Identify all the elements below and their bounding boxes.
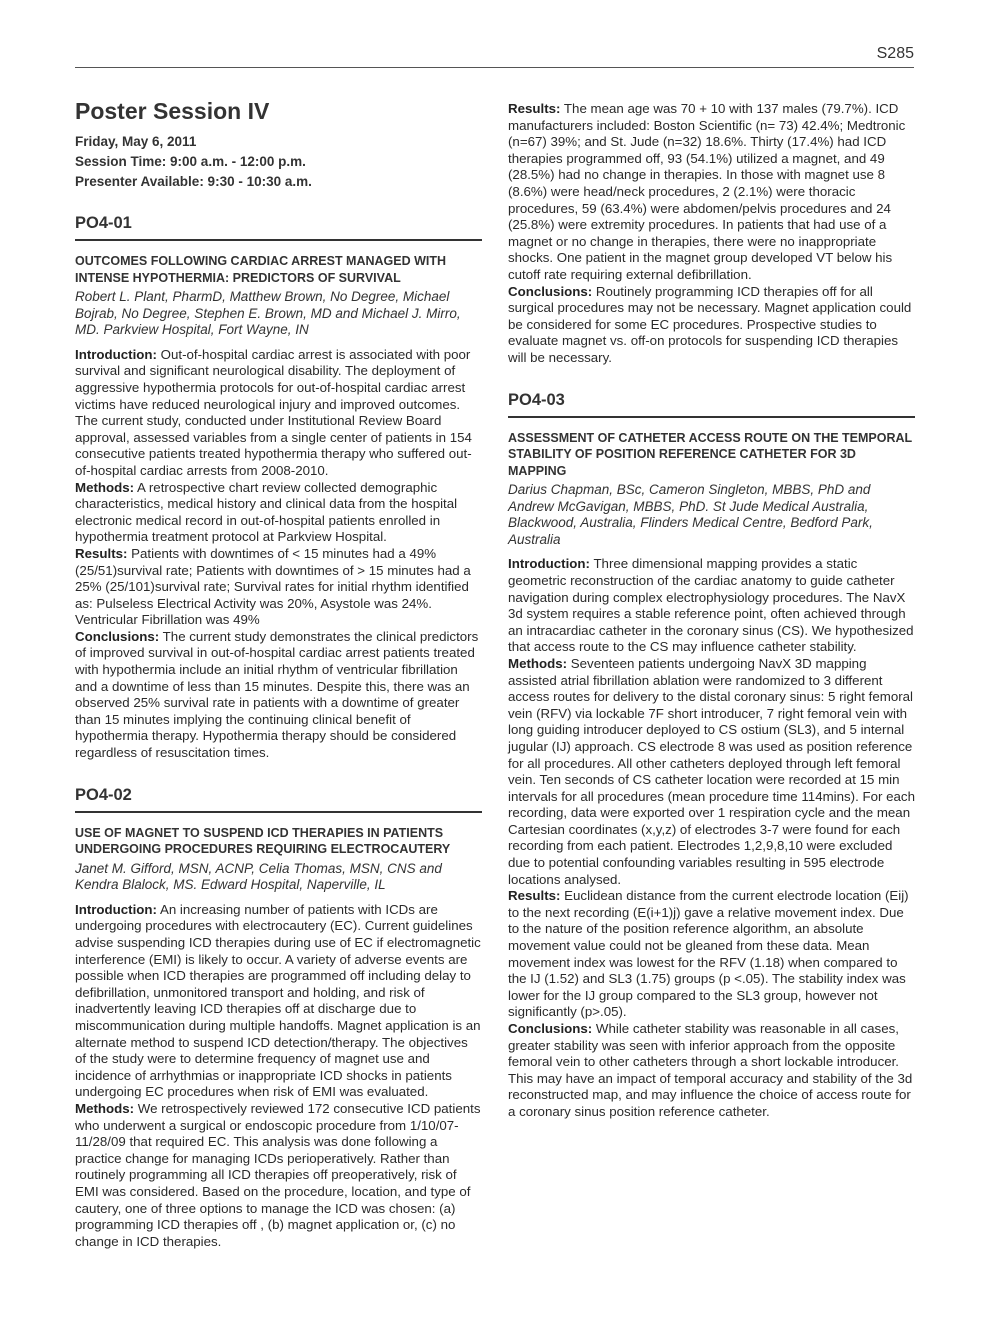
- session-date: Friday, May 6, 2011: [75, 134, 197, 149]
- abstract-po4-03: [508, 391, 915, 1121]
- section-text: Patients with downtimes of < 15 minutes had a 49% (25/51)survival rate; Patients with downtimes of > 15 minutes had a 25% (25/101)survival rate; Survival rates for initial rhythm identified as: Pulseless Electrical Activity was 20%, Asystole was 24%. Ventricular Fibrillation was 49%: [75, 545, 471, 628]
- abstract-methods: [75, 480, 482, 546]
- session-time: Session Time: 9:00 a.m. - 12:00 p.m.: [75, 154, 306, 169]
- abstract-authors: Darius Chapman, BSc, Cameron Singleton, MBBS, PhD and Andrew McGavigan, MBBS, PhD. St Jude Medical Australia, Blackwood, Australia, Flinders Medical Centre, Bedford Park, Australia: [508, 482, 873, 547]
- abstract-conclusions: [75, 629, 482, 762]
- section-label: Introduction:: [75, 346, 157, 362]
- section-text: An increasing number of patients with ICDs are undergoing procedures with electrocautery (EC). Current guidelines advise suspending ICD therapies during use of EC if electromagnetic interference (EMI) is likely to occur. A variety of adverse events are possible when ICD therapies are programmed off including delay to defibrillation, unmonitored transport and holding, and risk of inadvertently leaving ICD therapies off at discharge due to miscommunication during multiple handoffs. Magnet application is an alternate method to suspend ICD detection/therapy. The objectives of the study were to determine frequency of magnet use and incidence of arrhythmias or inappropriate ICD shocks in patients undergoing EC procedures when risk of EMI was evaluated.: [75, 901, 481, 1100]
- section-label: Results:: [508, 101, 561, 116]
- abstract-results: [508, 888, 915, 1021]
- section-text: The current study demonstrates the clinical predictors of improved survival in out-of-hospital cardiac arrest patients treated with hypothermia include an initial rhythm of ventricular fibrillation and a downtime of less than 15 minutes. Despite this, there was an observed 25% survival rate in patients with a downtime of greater than 15 minutes implying the continuing clinical benefit of hypothermia therapy. Hypothermia therapy should be considered regardless of resuscitation times.: [75, 628, 479, 761]
- abstract-title: ASSESSMENT OF CATHETER ACCESS ROUTE ON THE TEMPORAL STABILITY OF POSITION REFERENCE CATHETER FOR 3D MAPPING: [508, 430, 912, 478]
- section-text: The mean age was 70 + 10 with 137 males (79.7%). ICD manufacturers included: Boston Scientific (n= 73) 42.4%; Medtronic (n=67) 39%; and St. Jude (n=32) 18.6%. Thirty (17.4%) had ICD therapies programmed off, 93 (54.1%) utilized a magnet, and 49 (28.5%) had no change in therapies. In those with magnet use 8 (8.6%) were head/neck procedures, 2 (2.1%) were thoracic procedures, 59 (63.4%) were abdomen/pelvis procedures and 24 (25.8%) were extremity procedures. In patients that had use of a magnet or no change in therapies, there were no inappropriate shocks. One patient in the magnet group developed VT below his cutoff rate requiring external defibrillation.: [508, 101, 906, 282]
- abstract-authors: Robert L. Plant, PharmD, Matthew Brown, No Degree, Michael Bojrab, No Degree, Stephen E. Brown, MD and Michael J. Mirro, MD. Parkview Hospital, Fort Wayne, IN: [75, 289, 461, 338]
- abstract-title: OUTCOMES FOLLOWING CARDIAC ARREST MANAGED WITH INTENSE HYPOTHERMIA: PREDICTORS OF SURVIVAL: [75, 254, 447, 285]
- abstract-po4-02-continued: [508, 101, 915, 367]
- left-column: [75, 98, 482, 1250]
- section-label: Introduction:: [75, 901, 157, 917]
- section-label: Methods:: [508, 655, 568, 671]
- abstract-authors: Janet M. Gifford, MSN, ACNP, Celia Thomas, MSN, CNS and Kendra Blalock, MS. Edward Hospital, Naperville, IL: [75, 860, 442, 893]
- right-column: [508, 101, 915, 1121]
- section-text: We retrospectively reviewed 172 consecutive ICD patients who underwent a surgical or endoscopic procedure from 1/10/07-11/28/09 that required EC. This analysis was done following a practice change for managing ICDs perioperatively. Rather than routinely programming all ICD therapies off preoperatively, risk of EMI was considered. Based on the procedure, location, and type of cautery, one of three options to manage the ICD was chosen: (a) programming ICD therapies off , (b) magnet application or, (c) no change in ICD therapies.: [75, 1100, 481, 1249]
- abstract-conclusions: [508, 284, 915, 367]
- session-title: Poster Session IV: [75, 98, 270, 124]
- abstract-id: PO4-03: [508, 391, 915, 418]
- abstract-introduction: [508, 556, 915, 656]
- abstract-methods-part1: [75, 1101, 482, 1250]
- abstract-methods: [508, 656, 915, 888]
- abstract-results: [75, 546, 482, 629]
- abstract-po4-01: [75, 214, 482, 762]
- section-text: A retrospective chart review collected demographic characteristics, medical history and clinical data from the hospital electronic medical record in out-of-hospital patients enrolled in hypothermia treatment protocol at Parkview Hospital.: [75, 479, 458, 545]
- section-label: Methods:: [75, 1100, 135, 1116]
- header-rule: [75, 67, 914, 68]
- section-text: Out-of-hospital cardiac arrest is associated with poor survival and significant neurological disability. The deployment of aggressive hypothermia protocols for out-of-hospital cardiac arrest victims have reduced neurological injury and improved outcomes. The current study, conducted under Institutional Review Board approval, assessed variables from a single center of patients in 154 consecutive patients treated hypothermia therapy who suffered out-of-hospital cardiac arrests from 2008-2010.: [75, 346, 472, 478]
- abstract-conclusions: [508, 1021, 915, 1121]
- abstract-po4-02: [75, 786, 482, 1251]
- section-label: Introduction:: [508, 556, 590, 572]
- section-label: Methods:: [75, 479, 135, 495]
- abstract-id: PO4-02: [75, 786, 482, 813]
- abstract-title: USE OF MAGNET TO SUSPEND ICD THERAPIES IN PATIENTS UNDERGOING PROCEDURES REQUIRING ELECTROCAUTERY: [75, 825, 451, 857]
- section-text: Routinely programming ICD therapies off for all surgical procedures may not be necessary. Magnet application could be considered for some EC procedures. Prospective studies to evaluate magnet vs. off-on protocols for suspending ICD therapies will be necessary.: [508, 283, 912, 365]
- page-number: S285: [876, 45, 914, 62]
- section-label: Conclusions:: [508, 1021, 593, 1036]
- section-label: Results:: [75, 545, 128, 561]
- section-text: Seventeen patients undergoing NavX 3D mapping assisted atrial fibrillation ablation were randomized to 3 different access routes for delivery to the distal coronary sinus: 5 right femoral vein (RFV) via lockable 7F short introducer, 7 right femoral vein with long guiding introducer deployed to CS ostium (SL3), and 5 internal jugular (IJ) approach. CS electrode 8 was used as position reference for all procedures. All other catheters deployed through left femoral vein. Ten seconds of CS catheter location were recorded at 15 min intervals for all procedures (mean procedure time 114mins). For each recording, data were exported over 1 respiration cycle and the mean Cartesian coordinates (x,y,z) of electrodes 3-7 were found for each recording from each patient. Electrodes 1,2,9,8,10 were excluded due to potential confounding variables resulting in 595 electrode locations analysed.: [508, 655, 915, 887]
- abstract-introduction: [75, 902, 482, 1101]
- section-text: Euclidean distance from the current electrode location (Eij) to the next recording (E(i+1)j) gave a relative movement index. Due to the nature of the position reference algorithm, an absolute movement value could not be gleaned from these data. Mean movement index was lowest for the RFV (1.18) when compared to the IJ (1.52) and SL3 (1.75) groups (p <.05). The stability index was lower for the IJ group compared to the SL3 group, however not significantly (p>.05).: [508, 888, 909, 1020]
- section-text: While catheter stability was reasonable in all cases, greater stability was seen with inferior approach from the opposite femoral vein to other catheters through a short lockable introducer. This may have an impact of temporal accuracy and stability of the 3d reconstructed map, and may influence the choice of access route for a coronary sinus position reference catheter.: [508, 1021, 913, 1119]
- presenter-availability: Presenter Available: 9:30 - 10:30 a.m.: [75, 174, 312, 189]
- section-label: Conclusions:: [508, 283, 593, 299]
- section-text: Three dimensional mapping provides a static geometric reconstruction of the cardiac anatomy to guide catheter navigation during complex electrophysiology procedures. The NavX 3d system requires a stable reference point, often achieved through an intracardiac catheter in the coronary sinus (CS). We hypothesized that access route to the CS may influence catheter stability.: [508, 556, 914, 655]
- abstract-results: [508, 101, 915, 284]
- section-label: Results:: [508, 888, 561, 904]
- abstract-introduction: [75, 347, 482, 480]
- abstract-id: PO4-01: [75, 214, 482, 241]
- section-label: Conclusions:: [75, 628, 160, 644]
